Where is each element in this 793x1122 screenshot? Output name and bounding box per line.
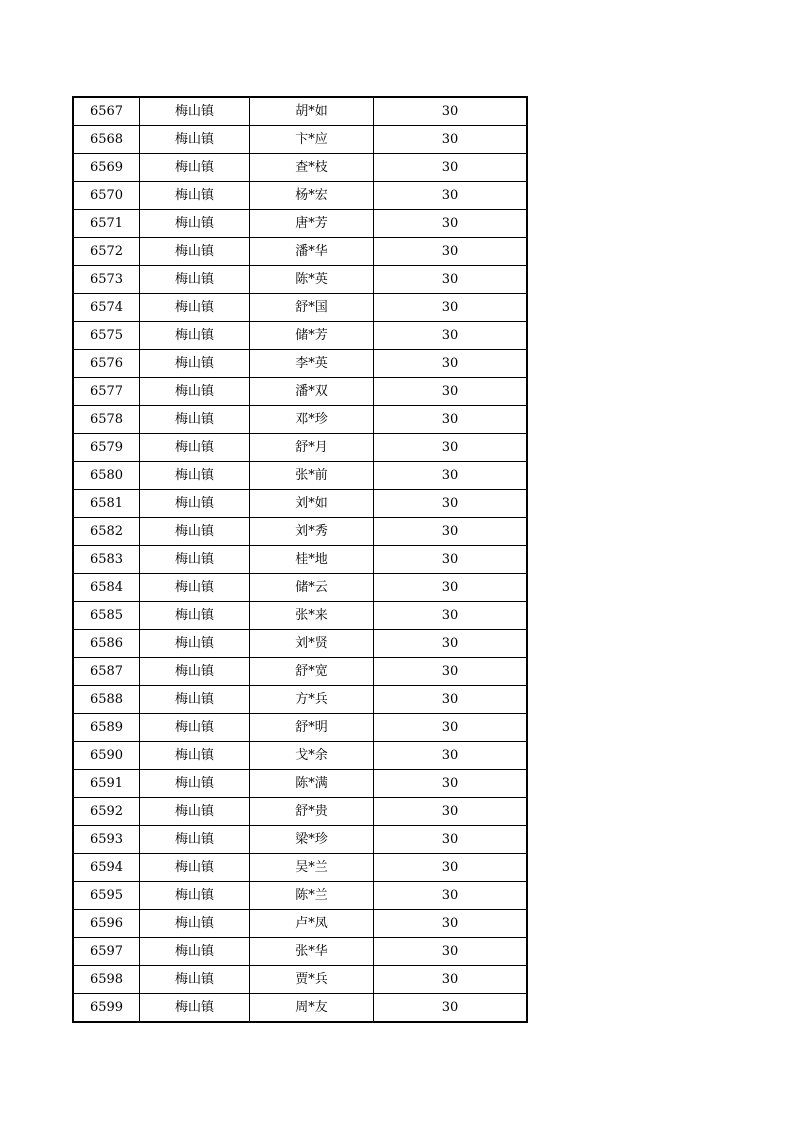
row-number-cell: 6571 xyxy=(73,210,140,238)
amount-cell: 30 xyxy=(374,490,528,518)
name-cell: 陈*英 xyxy=(250,266,374,294)
amount-cell: 30 xyxy=(374,322,528,350)
amount-cell: 30 xyxy=(374,742,528,770)
row-number-cell: 6588 xyxy=(73,686,140,714)
town-cell: 梅山镇 xyxy=(140,658,250,686)
row-number-cell: 6591 xyxy=(73,770,140,798)
table-row xyxy=(73,350,527,378)
town-cell: 梅山镇 xyxy=(140,406,250,434)
name-cell: 张*前 xyxy=(250,462,374,490)
row-number-cell: 6580 xyxy=(73,462,140,490)
name-cell: 舒*宽 xyxy=(250,658,374,686)
amount-cell: 30 xyxy=(374,770,528,798)
table-row xyxy=(73,406,527,434)
name-cell: 舒*月 xyxy=(250,434,374,462)
table-row xyxy=(73,294,527,322)
name-cell: 李*英 xyxy=(250,350,374,378)
table-row xyxy=(73,966,527,994)
name-cell: 方*兵 xyxy=(250,686,374,714)
name-cell: 张*来 xyxy=(250,602,374,630)
town-cell: 梅山镇 xyxy=(140,798,250,826)
table-row xyxy=(73,266,527,294)
row-number-cell: 6570 xyxy=(73,182,140,210)
table-row xyxy=(73,490,527,518)
table-row xyxy=(73,854,527,882)
amount-cell: 30 xyxy=(374,630,528,658)
table-row xyxy=(73,462,527,490)
row-number-cell: 6577 xyxy=(73,378,140,406)
name-cell: 刘*如 xyxy=(250,490,374,518)
row-number-cell: 6589 xyxy=(73,714,140,742)
row-number-cell: 6595 xyxy=(73,882,140,910)
name-cell: 梁*珍 xyxy=(250,826,374,854)
table-row xyxy=(73,742,527,770)
table-row xyxy=(73,658,527,686)
town-cell: 梅山镇 xyxy=(140,266,250,294)
name-cell: 戈*余 xyxy=(250,742,374,770)
amount-cell: 30 xyxy=(374,686,528,714)
name-cell: 杨*宏 xyxy=(250,182,374,210)
row-number-cell: 6587 xyxy=(73,658,140,686)
table-row xyxy=(73,574,527,602)
table-row xyxy=(73,602,527,630)
name-cell: 陈*满 xyxy=(250,770,374,798)
town-cell: 梅山镇 xyxy=(140,294,250,322)
town-cell: 梅山镇 xyxy=(140,518,250,546)
row-number-cell: 6578 xyxy=(73,406,140,434)
amount-cell: 30 xyxy=(374,938,528,966)
town-cell: 梅山镇 xyxy=(140,770,250,798)
name-cell: 查*枝 xyxy=(250,154,374,182)
name-cell: 胡*如 xyxy=(250,97,374,126)
town-cell: 梅山镇 xyxy=(140,882,250,910)
row-number-cell: 6590 xyxy=(73,742,140,770)
name-cell: 舒*国 xyxy=(250,294,374,322)
town-cell: 梅山镇 xyxy=(140,322,250,350)
name-cell: 吴*兰 xyxy=(250,854,374,882)
town-cell: 梅山镇 xyxy=(140,742,250,770)
row-number-cell: 6584 xyxy=(73,574,140,602)
amount-cell: 30 xyxy=(374,798,528,826)
town-cell: 梅山镇 xyxy=(140,966,250,994)
town-cell: 梅山镇 xyxy=(140,462,250,490)
town-cell: 梅山镇 xyxy=(140,126,250,154)
table-row xyxy=(73,994,527,1023)
row-number-cell: 6597 xyxy=(73,938,140,966)
table-row xyxy=(73,378,527,406)
amount-cell: 30 xyxy=(374,882,528,910)
name-cell: 唐*芳 xyxy=(250,210,374,238)
name-cell: 邓*珍 xyxy=(250,406,374,434)
name-cell: 张*华 xyxy=(250,938,374,966)
amount-cell: 30 xyxy=(374,154,528,182)
table-row xyxy=(73,938,527,966)
name-cell: 储*云 xyxy=(250,574,374,602)
row-number-cell: 6596 xyxy=(73,910,140,938)
row-number-cell: 6593 xyxy=(73,826,140,854)
row-number-cell: 6575 xyxy=(73,322,140,350)
name-cell: 卞*应 xyxy=(250,126,374,154)
name-cell: 刘*贤 xyxy=(250,630,374,658)
table-row xyxy=(73,97,527,126)
amount-cell: 30 xyxy=(374,574,528,602)
town-cell: 梅山镇 xyxy=(140,910,250,938)
table-row xyxy=(73,714,527,742)
town-cell: 梅山镇 xyxy=(140,210,250,238)
table-row xyxy=(73,518,527,546)
town-cell: 梅山镇 xyxy=(140,994,250,1023)
town-cell: 梅山镇 xyxy=(140,686,250,714)
row-number-cell: 6579 xyxy=(73,434,140,462)
row-number-cell: 6598 xyxy=(73,966,140,994)
amount-cell: 30 xyxy=(374,518,528,546)
row-number-cell: 6582 xyxy=(73,518,140,546)
table-row xyxy=(73,686,527,714)
amount-cell: 30 xyxy=(374,994,528,1023)
name-cell: 桂*地 xyxy=(250,546,374,574)
town-cell: 梅山镇 xyxy=(140,97,250,126)
table-row xyxy=(73,154,527,182)
amount-cell: 30 xyxy=(374,126,528,154)
row-number-cell: 6568 xyxy=(73,126,140,154)
town-cell: 梅山镇 xyxy=(140,854,250,882)
name-cell: 卢*凤 xyxy=(250,910,374,938)
amount-cell: 30 xyxy=(374,546,528,574)
row-number-cell: 6567 xyxy=(73,97,140,126)
table-row xyxy=(73,210,527,238)
town-cell: 梅山镇 xyxy=(140,238,250,266)
row-number-cell: 6586 xyxy=(73,630,140,658)
name-cell: 刘*秀 xyxy=(250,518,374,546)
name-cell: 贾*兵 xyxy=(250,966,374,994)
town-cell: 梅山镇 xyxy=(140,574,250,602)
amount-cell: 30 xyxy=(374,238,528,266)
table-row xyxy=(73,126,527,154)
town-cell: 梅山镇 xyxy=(140,938,250,966)
town-cell: 梅山镇 xyxy=(140,490,250,518)
amount-cell: 30 xyxy=(374,97,528,126)
row-number-cell: 6573 xyxy=(73,266,140,294)
name-cell: 储*芳 xyxy=(250,322,374,350)
name-cell: 舒*贵 xyxy=(250,798,374,826)
table-row xyxy=(73,882,527,910)
row-number-cell: 6572 xyxy=(73,238,140,266)
table-row xyxy=(73,910,527,938)
row-number-cell: 6569 xyxy=(73,154,140,182)
table-row xyxy=(73,826,527,854)
roster-table-body xyxy=(73,97,527,1022)
amount-cell: 30 xyxy=(374,658,528,686)
amount-cell: 30 xyxy=(374,350,528,378)
town-cell: 梅山镇 xyxy=(140,350,250,378)
table-row xyxy=(73,322,527,350)
town-cell: 梅山镇 xyxy=(140,602,250,630)
town-cell: 梅山镇 xyxy=(140,434,250,462)
row-number-cell: 6599 xyxy=(73,994,140,1023)
table-row xyxy=(73,238,527,266)
name-cell: 周*友 xyxy=(250,994,374,1023)
name-cell: 潘*华 xyxy=(250,238,374,266)
amount-cell: 30 xyxy=(374,406,528,434)
table-row xyxy=(73,798,527,826)
table-row xyxy=(73,770,527,798)
row-number-cell: 6594 xyxy=(73,854,140,882)
amount-cell: 30 xyxy=(374,462,528,490)
town-cell: 梅山镇 xyxy=(140,826,250,854)
row-number-cell: 6576 xyxy=(73,350,140,378)
table-row xyxy=(73,182,527,210)
table-row xyxy=(73,546,527,574)
town-cell: 梅山镇 xyxy=(140,546,250,574)
amount-cell: 30 xyxy=(374,714,528,742)
name-cell: 舒*明 xyxy=(250,714,374,742)
town-cell: 梅山镇 xyxy=(140,714,250,742)
amount-cell: 30 xyxy=(374,266,528,294)
roster-table xyxy=(72,96,528,1023)
town-cell: 梅山镇 xyxy=(140,154,250,182)
name-cell: 潘*双 xyxy=(250,378,374,406)
row-number-cell: 6585 xyxy=(73,602,140,630)
town-cell: 梅山镇 xyxy=(140,182,250,210)
amount-cell: 30 xyxy=(374,910,528,938)
row-number-cell: 6581 xyxy=(73,490,140,518)
amount-cell: 30 xyxy=(374,182,528,210)
amount-cell: 30 xyxy=(374,966,528,994)
row-number-cell: 6583 xyxy=(73,546,140,574)
table-row xyxy=(73,434,527,462)
row-number-cell: 6592 xyxy=(73,798,140,826)
amount-cell: 30 xyxy=(374,826,528,854)
table-row xyxy=(73,630,527,658)
name-cell: 陈*兰 xyxy=(250,882,374,910)
town-cell: 梅山镇 xyxy=(140,630,250,658)
amount-cell: 30 xyxy=(374,378,528,406)
town-cell: 梅山镇 xyxy=(140,378,250,406)
amount-cell: 30 xyxy=(374,602,528,630)
amount-cell: 30 xyxy=(374,854,528,882)
row-number-cell: 6574 xyxy=(73,294,140,322)
amount-cell: 30 xyxy=(374,294,528,322)
amount-cell: 30 xyxy=(374,210,528,238)
amount-cell: 30 xyxy=(374,434,528,462)
